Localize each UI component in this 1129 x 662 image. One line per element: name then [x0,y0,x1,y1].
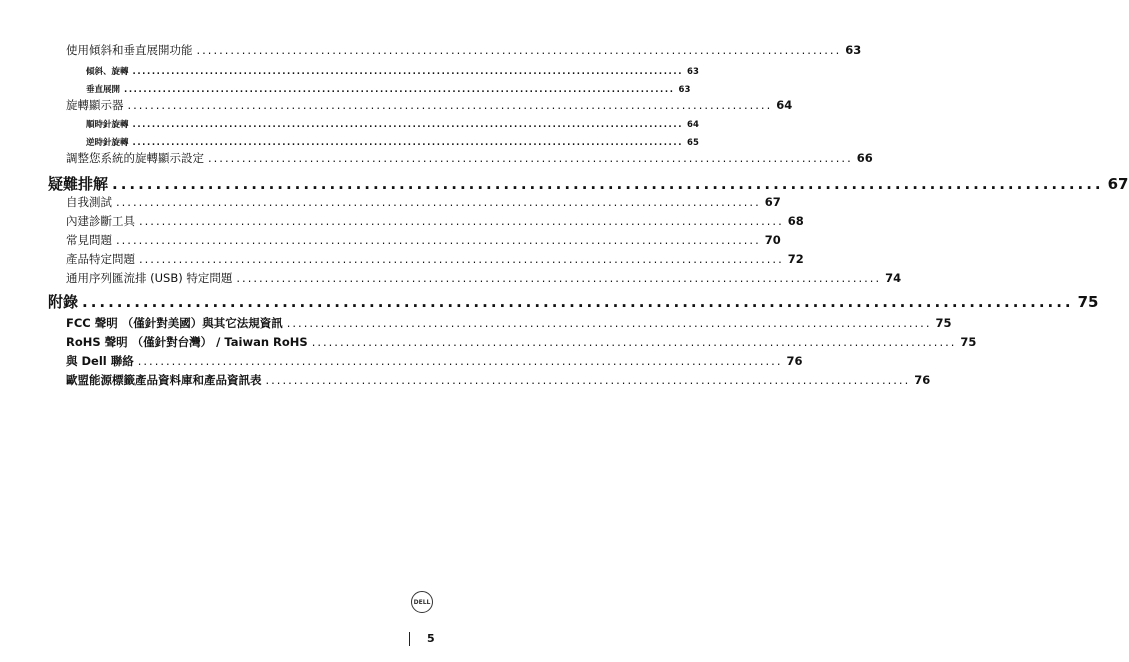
toc-entry-title: 垂直展開 [86,85,121,95]
toc-entry-page: 68 [787,214,804,228]
toc-leader-dots: .................................................................................................................. [112,175,1104,193]
toc-entry-title: 常見問題 [66,233,112,247]
toc-entry-page: 66 [856,151,873,165]
toc-leader-dots: .................................................................................................................. [139,214,784,228]
toc-entry-page: 70 [764,233,781,247]
toc-entry-title: FCC 聲明 （僅針對美國）與其它法規資訊 [66,316,283,330]
toc-entry-title: RoHS 聲明 （僅針對台灣） / Taiwan RoHS [66,335,308,349]
footer-divider [409,632,410,646]
toc-entry[interactable] [66,194,781,210]
toc-entry-page: 64 [776,98,793,112]
toc-entry-page: 64 [687,120,699,130]
toc-leader-dots: .................................................................................................................. [286,316,932,330]
toc-entry-title: 產品特定問題 [66,252,135,266]
toc-entry[interactable] [86,83,691,95]
toc-entry[interactable] [66,150,873,166]
toc-entry[interactable] [66,97,793,113]
toc-leader-dots: .................................................................................................................. [311,335,957,349]
toc-entry-title: 逆時針旋轉 [86,138,129,148]
toc-entry-page: 63 [687,67,699,77]
toc-section-title: 疑難排解 [48,175,109,193]
toc-leader-dots: .................................................................................................................. [132,138,684,148]
toc-entry[interactable] [66,353,803,369]
toc-entry[interactable] [86,118,699,130]
toc-leader-dots: .................................................................................................................. [127,98,773,112]
toc-section-page: 67 [1107,175,1129,193]
toc-section-entry[interactable] [48,291,1099,312]
toc-section-title: 附錄 [48,293,79,311]
toc-entry-page: 74 [885,271,902,285]
toc-entry-title: 通用序列匯流排 (USB) 特定問題 [66,271,233,285]
toc-entry[interactable] [86,136,699,148]
toc-entry[interactable] [66,42,862,58]
toc-entry[interactable] [66,372,931,388]
toc-leader-dots: .................................................................................................................. [139,252,784,266]
toc-entry[interactable] [66,315,952,331]
toc-leader-dots: .................................................................................................................. [132,67,684,77]
toc-entry[interactable] [66,232,781,248]
toc-entry-page: 75 [935,316,952,330]
toc-leader-dots: .................................................................................................................. [137,354,783,368]
toc-entry-title: 順時針旋轉 [86,120,129,130]
toc-leader-dots: .................................................................................................................. [236,271,882,285]
toc-entry-title: 自我測試 [66,195,112,209]
toc-entry-title: 使用傾斜和垂直展開功能 [66,43,193,57]
toc-entry-page: 63 [845,43,862,57]
toc-leader-dots: .................................................................................................................. [132,120,684,130]
toc-entry-page: 65 [687,138,699,148]
toc-leader-dots: .................................................................................................................. [124,85,675,95]
toc-section-entry[interactable] [48,173,1129,194]
dell-logo-icon [411,591,433,613]
toc-entry-title: 旋轉顯示器 [66,98,124,112]
toc-leader-dots: .................................................................................................................. [116,233,761,247]
toc-entry[interactable] [66,213,804,229]
dell-logo-text: DELL [413,598,431,606]
toc-entry-page: 63 [678,85,691,95]
toc-entry-title: 內建診斷工具 [66,214,135,228]
toc-entry-page: 76 [786,354,803,368]
toc-entry-page: 72 [787,252,804,266]
toc-entry-title: 傾斜、旋轉 [86,67,129,77]
toc-leader-dots: .................................................................................................................. [208,151,853,165]
toc-leader-dots: .................................................................................................................. [82,293,1074,311]
toc-leader-dots: .................................................................................................................. [116,195,761,209]
toc-entry-title: 歐盟能源標籤產品資料庫和產品資訊表 [66,373,262,387]
toc-leader-dots: .................................................................................................................. [196,43,842,57]
toc-entry-title: 調整您系統的旋轉顯示設定 [66,151,204,165]
toc-entry[interactable] [66,334,977,350]
page-number: 5 [427,632,435,645]
toc-entry[interactable] [86,65,699,77]
toc-entry-page: 76 [914,373,931,387]
toc-section-page: 75 [1077,293,1099,311]
toc-entry-page: 67 [764,195,781,209]
toc-entry-page: 75 [960,335,977,349]
toc-entry-title: 與 Dell 聯絡 [66,354,134,368]
toc-entry[interactable] [66,270,902,286]
toc-leader-dots: .................................................................................................................. [265,373,911,387]
toc-entry[interactable] [66,251,804,267]
